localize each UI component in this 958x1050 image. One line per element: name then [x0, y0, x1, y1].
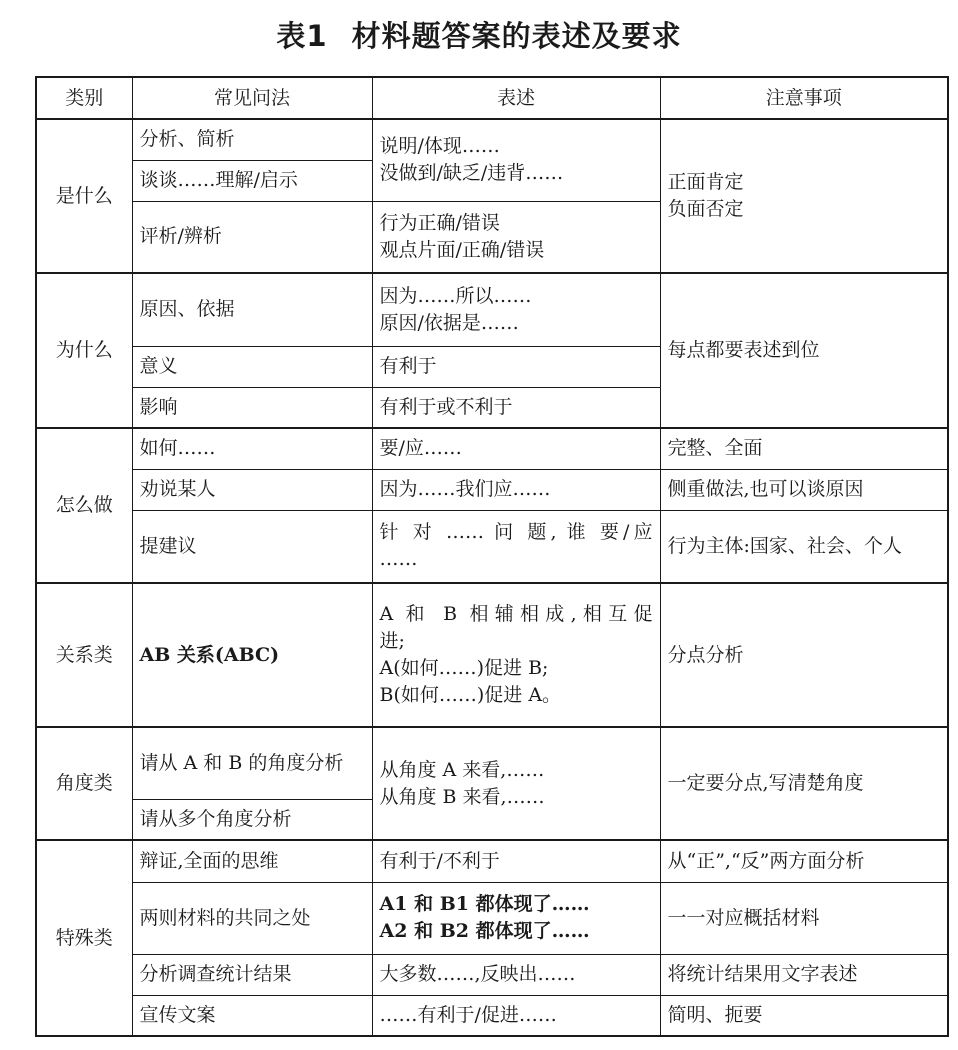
- table-row: [36, 995, 948, 1036]
- category-cell: 特殊类: [36, 840, 132, 1036]
- table-row: [36, 583, 948, 727]
- statement-cell: 行为正确/错误 观点片面/正确/错误: [372, 201, 660, 273]
- answer-format-table: [35, 76, 949, 1037]
- question-cell: 影响: [132, 387, 372, 428]
- notes-cell: 正面肯定 负面否定: [660, 119, 948, 273]
- statement-cell: A1 和 B1 都体现了…… A2 和 B2 都体现了……: [372, 882, 660, 954]
- notes-cell: 一一对应概括材料: [660, 882, 948, 954]
- question-cell: 原因、依据: [132, 273, 372, 346]
- category-cell: 怎么做: [36, 428, 132, 583]
- notes-cell: 完整、全面: [660, 428, 948, 469]
- page-title: [0, 14, 958, 58]
- table-number: 表1: [276, 19, 328, 53]
- table-row: [36, 727, 948, 799]
- table-row: [36, 273, 948, 346]
- table-title: 材料题答案的表述及要求: [351, 19, 682, 53]
- table-row: [36, 428, 948, 469]
- notes-cell: 侧重做法,也可以谈原因: [660, 469, 948, 510]
- statement-cell: 针 对 …… 问 题, 谁 要/应 ……: [372, 510, 660, 583]
- category-cell: 关系类: [36, 583, 132, 727]
- statement-cell: ……有利于/促进……: [372, 995, 660, 1036]
- category-cell: 为什么: [36, 273, 132, 428]
- header-question: 常见问法: [132, 77, 372, 119]
- question-cell: 劝说某人: [132, 469, 372, 510]
- table-row: [36, 882, 948, 954]
- statement-cell: 要/应……: [372, 428, 660, 469]
- statement-cell: 有利于: [372, 346, 660, 387]
- question-cell: 请从 A 和 B 的角度分析: [132, 727, 372, 799]
- question-cell: 如何……: [132, 428, 372, 469]
- statement-cell: 从角度 A 来看,…… 从角度 B 来看,……: [372, 727, 660, 840]
- table-row: [36, 119, 948, 160]
- notes-cell: 将统计结果用文字表述: [660, 954, 948, 995]
- notes-cell: 行为主体:国家、社会、个人: [660, 510, 948, 583]
- question-cell: 辩证,全面的思维: [132, 840, 372, 882]
- notes-cell: 每点都要表述到位: [660, 273, 948, 428]
- category-cell: 是什么: [36, 119, 132, 273]
- question-cell: 请从多个角度分析: [132, 799, 372, 840]
- header-category: 类别: [36, 77, 132, 119]
- table-row: [36, 510, 948, 583]
- question-cell: 两则材料的共同之处: [132, 882, 372, 954]
- notes-cell: 一定要分点,写清楚角度: [660, 727, 948, 840]
- header-notes: 注意事项: [660, 77, 948, 119]
- statement-cell: 有利于或不利于: [372, 387, 660, 428]
- question-cell: AB 关系(ABC): [132, 583, 372, 727]
- question-cell: 谈谈……理解/启示: [132, 160, 372, 201]
- question-cell: 意义: [132, 346, 372, 387]
- statement-cell: 因为……所以…… 原因/依据是……: [372, 273, 660, 346]
- table-row: [36, 954, 948, 995]
- statement-cell: A 和 B 相辅相成,相互促 进; A(如何……)促进 B; B(如何……)促进 A。: [372, 583, 660, 727]
- statement-cell: 说明/体现…… 没做到/缺乏/违背……: [372, 119, 660, 201]
- table-row: [36, 840, 948, 882]
- statement-cell: 因为……我们应……: [372, 469, 660, 510]
- notes-cell: 分点分析: [660, 583, 948, 727]
- table-row: [36, 469, 948, 510]
- question-cell: 宣传文案: [132, 995, 372, 1036]
- notes-cell: 简明、扼要: [660, 995, 948, 1036]
- question-cell: 评析/辨析: [132, 201, 372, 273]
- header-row: [36, 77, 948, 119]
- question-cell: 提建议: [132, 510, 372, 583]
- statement-cell: 有利于/不利于: [372, 840, 660, 882]
- category-cell: 角度类: [36, 727, 132, 840]
- question-cell: 分析、简析: [132, 119, 372, 160]
- statement-cell: 大多数……,反映出……: [372, 954, 660, 995]
- header-statement: 表述: [372, 77, 660, 119]
- notes-cell: 从“正”,“反”两方面分析: [660, 840, 948, 882]
- question-cell: 分析调查统计结果: [132, 954, 372, 995]
